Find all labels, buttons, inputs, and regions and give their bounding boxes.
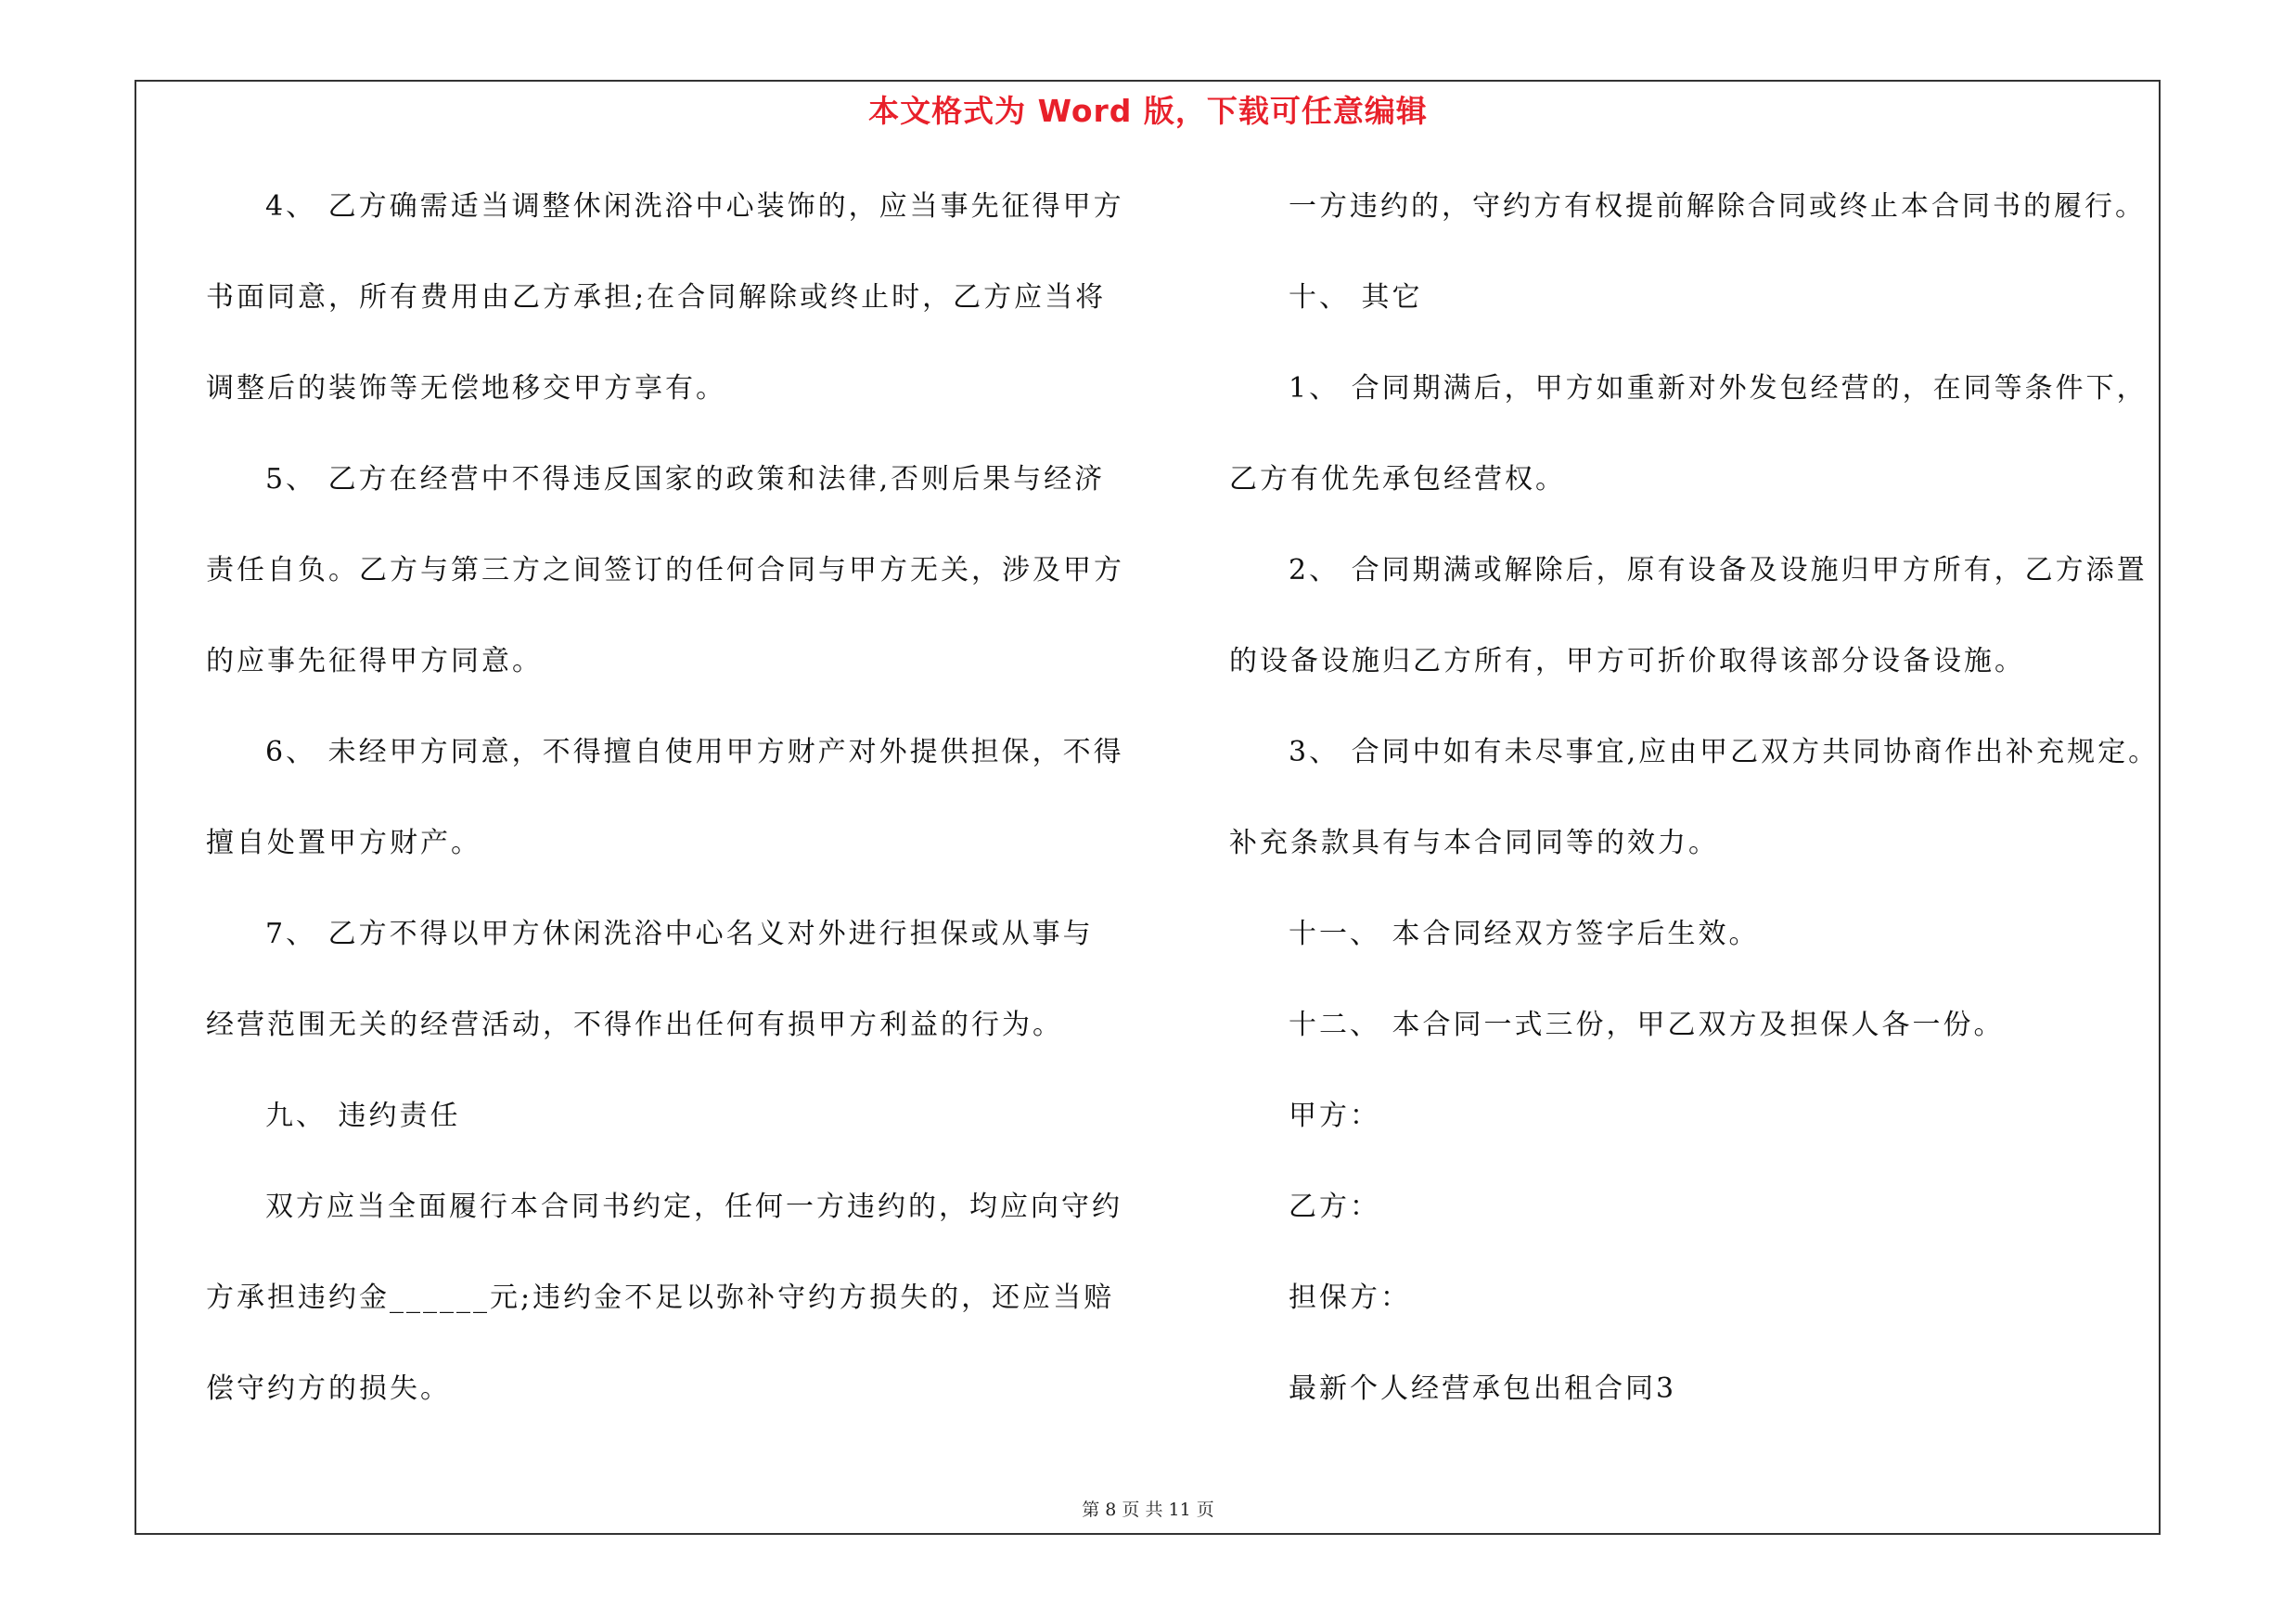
header-banner: 本文格式为 Word 版，下载可任意编辑 (868, 93, 1428, 129)
paragraph-line: 的应事先征得甲方同意。 (206, 645, 543, 677)
paragraph-line: 4、 乙方确需适当调整休闲洗浴中心装饰的，应当事先征得甲方 (265, 190, 1124, 223)
section-heading: 十一、 本合同经双方签字后生效。 (1289, 918, 1760, 950)
page-number-footer: 第 8 页 共 11 页 (1082, 1500, 1214, 1520)
section-heading: 十二、 本合同一式三份，甲乙双方及担保人各一份。 (1289, 1009, 2005, 1041)
signature-guarantor: 担保方： (1289, 1282, 1411, 1314)
paragraph-line: 一方违约的，守约方有权提前解除合同或终止本合同书的履行。 (1289, 190, 2146, 223)
signature-party-b: 乙方： (1289, 1191, 1380, 1223)
next-document-title: 最新个人经营承包出租合同3 (1289, 1372, 1677, 1405)
paragraph-line: 责任自负。乙方与第三方之间签订的任何合同与甲方无关，涉及甲方 (206, 554, 1124, 586)
paragraph-line: 1、 合同期满后，甲方如重新对外发包经营的，在同等条件下， (1289, 372, 2148, 405)
paragraph-line: 补充条款具有与本合同同等的效力。 (1229, 827, 1719, 859)
paragraph-line: 6、 未经甲方同意，不得擅自使用甲方财产对外提供担保，不得 (265, 736, 1124, 768)
paragraph-line: 书面同意，所有费用由乙方承担;在合同解除或终止时，乙方应当将 (206, 281, 1107, 314)
paragraph-line: 擅自处置甲方财产。 (206, 827, 481, 859)
paragraph-line: 偿守约方的损失。 (206, 1372, 451, 1405)
paragraph-line: 的设备设施归乙方所有，甲方可折价取得该部分设备设施。 (1229, 645, 2025, 677)
paragraph-line: 5、 乙方在经营中不得违反国家的政策和法律,否则后果与经济 (265, 463, 1106, 496)
paragraph-line: 7、 乙方不得以甲方休闲洗浴中心名义对外进行担保或从事与 (265, 918, 1094, 950)
paragraph-line: 双方应当全面履行本合同书约定，任何一方违约的，均应向守约 (265, 1191, 1122, 1223)
paragraph-line: 调整后的装饰等无偿地移交甲方享有。 (206, 372, 726, 405)
section-heading: 十、 其它 (1289, 281, 1423, 314)
paragraph-line: 2、 合同期满或解除后，原有设备及设施归甲方所有，乙方添置 (1289, 554, 2148, 586)
signature-party-a: 甲方： (1289, 1100, 1380, 1132)
paragraph-line: 3、 合同中如有未尽事宜,应由甲乙双方共同协商作出补充规定。 (1289, 736, 2160, 768)
section-heading: 九、 违约责任 (265, 1100, 461, 1132)
paragraph-line: 方承担违约金______元;违约金不足以弥补守约方损失的，还应当赔 (206, 1282, 1115, 1314)
paragraph-line: 经营范围无关的经营活动，不得作出任何有损甲方利益的行为。 (206, 1009, 1063, 1041)
paragraph-line: 乙方有优先承包经营权。 (1229, 463, 1566, 496)
